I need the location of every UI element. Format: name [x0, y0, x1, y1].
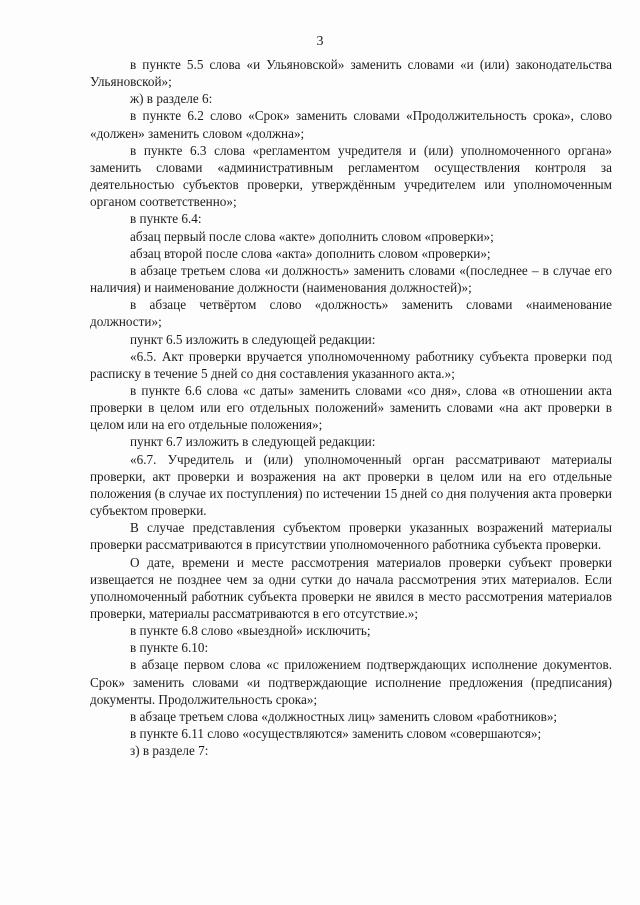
paragraph: в пункте 6.2 слово «Срок» заменить словами «Продолжительность срока», слово «должен» заменить словом «должна»;: [90, 108, 612, 141]
paragraph: з) в разделе 7:: [130, 743, 209, 759]
paragraph: в абзаце третьем слова «и должность» заменить словами «(последнее – в случае его наличия) и наименование должности (наименования должностей)»;: [90, 262, 612, 296]
paragraph: в пункте 6.11 слово «осуществляются» заменить словом «совершаются»;: [130, 726, 542, 742]
paragraph: пункт 6.7 изложить в следующей редакции:: [130, 434, 376, 450]
paragraph: «6.7. Учредитель и (или) уполномоченный орган рассматривают материалы проверки, акт проверки и возражения на акт проверки в целом или на его отдельные положения (в случае их поступления) по истечении 15 дней со дня получения акта проверки субъектом проверки.: [90, 451, 612, 519]
paragraph: абзац второй после слова «акта» дополнить словом «проверки»;: [130, 245, 491, 261]
page-number: 3: [316, 34, 324, 49]
paragraph: в пункте 6.8 слово «выездной» исключить;: [130, 623, 371, 639]
paragraph: в пункте 6.10:: [130, 640, 209, 656]
paragraph: абзац первый после слова «акте» дополнить словом «проверки»;: [130, 228, 494, 244]
paragraph: в абзаце четвёртом слово «должность» заменить словами «наименование должности»;: [90, 297, 612, 330]
paragraph: «6.5. Акт проверки вручается уполномоченному работнику субъекта проверки под расписку в течение 5 дней со дня составления указанного акта.»;: [90, 348, 612, 381]
paragraph: в абзаце первом слова «с приложением подтверждающих исполнение документов. Срок» заменить словами «и подтверждающие исполнение предложения (предписания) документы. Продолжительность срока»;: [90, 657, 612, 707]
paragraph: в пункте 6.4:: [130, 211, 202, 227]
document-body: [90, 56, 612, 759]
paragraph: в пункте 6.6 слова «с даты» заменить словами «со дня», слова «в отношении акта проверки в целом или его отдельных положений» заменить словами «на акт проверки в целом или на его отдельные положения»;: [90, 382, 612, 433]
paragraph: в абзаце третьем слова «должностных лиц» заменить словом «работников»;: [130, 708, 558, 724]
paragraph: О дате, времени и месте рассмотрения материалов проверки субъект проверки извещается не позднее чем за одни сутки до начала рассмотрения этих материалов. Если уполномоченный работник субъекта проверки не явился в место рассмотрения материалов проверки, материалы рассматриваются в его отсутствие.»;: [90, 554, 612, 621]
paragraph: в пункте 5.5 слова «и Ульяновской» заменить словами «и (или) законодательства Ульяновской»;: [90, 57, 612, 90]
paragraph: ж) в разделе 6:: [130, 91, 213, 107]
paragraph: пункт 6.5 изложить в следующей редакции:: [130, 331, 376, 347]
paragraph: в пункте 6.3 слова «регламентом учредителя и (или) уполномоченного органа» заменить словами «административным регламентом осуществления контроля за деятельностью субъектов проверки, утверждённым учредителем или уполномоченным органом соответственно»;: [90, 142, 612, 210]
paragraph: В случае представления субъектом проверки указанных возражений материалы проверки рассматриваются в присутствии уполномоченного работника субъекта проверки.: [90, 520, 612, 553]
